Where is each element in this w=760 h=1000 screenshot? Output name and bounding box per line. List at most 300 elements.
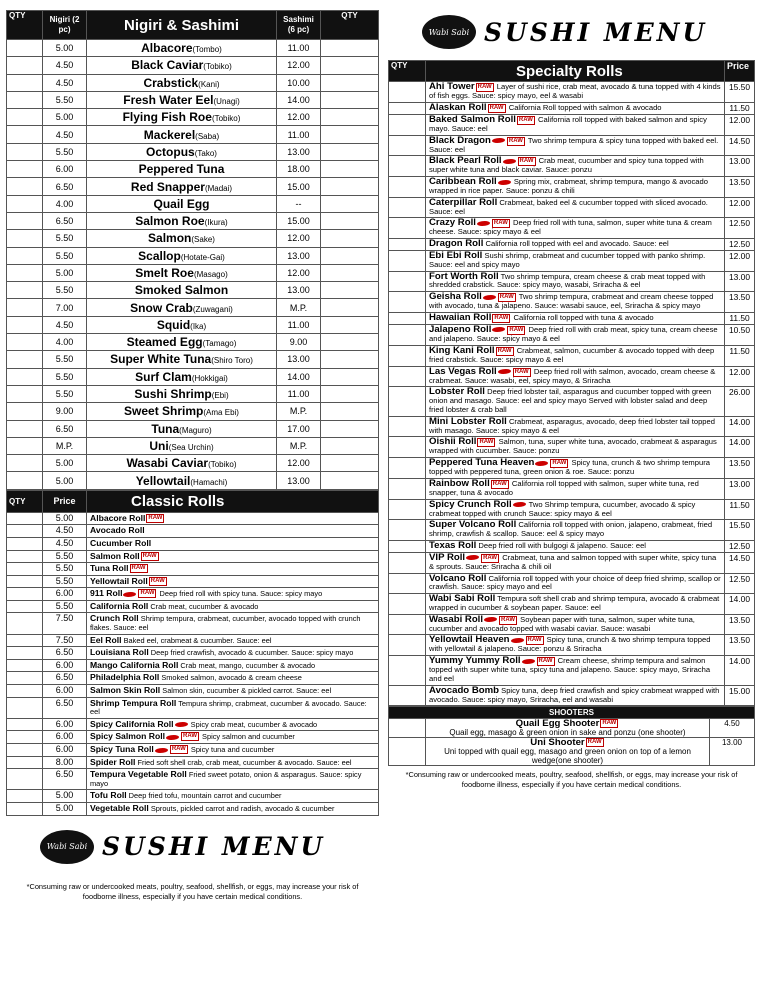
chili-pepper-icon bbox=[466, 555, 479, 560]
classic-roll-row bbox=[7, 512, 379, 525]
classic-roll-name: Tofu Roll bbox=[90, 790, 127, 801]
classic-roll-description: Tempura shrimp, crabmeat, cucumber & avocado. Sauce: eel bbox=[90, 698, 367, 717]
classic-roll-description: Crab meat, cucumber & avocado bbox=[150, 601, 259, 611]
specialty-section-title: Specialty Rolls bbox=[426, 61, 725, 82]
classic-roll-price: 6.50 bbox=[43, 672, 87, 685]
classic-qty-cell[interactable] bbox=[7, 718, 43, 731]
nigiri-item bbox=[87, 40, 277, 57]
classic-qty-cell[interactable] bbox=[7, 672, 43, 685]
specialty-roll-item bbox=[426, 552, 725, 573]
sashimi-qty-cell[interactable] bbox=[321, 299, 379, 316]
raw-badge: RAW bbox=[519, 158, 534, 165]
classic-roll-row bbox=[7, 731, 379, 744]
specialty-roll-row bbox=[389, 499, 755, 520]
classic-qty-cell[interactable] bbox=[7, 563, 43, 576]
specialty-qty-cell[interactable] bbox=[389, 499, 426, 520]
classic-roll-item bbox=[87, 600, 379, 613]
nigiri-qty-cell[interactable] bbox=[7, 334, 43, 351]
nigiri-item-japanese: (Madai) bbox=[204, 183, 233, 193]
nigiri-qty-cell[interactable] bbox=[7, 299, 43, 316]
specialty-qty-cell[interactable] bbox=[389, 635, 426, 656]
chili-pepper-icon bbox=[492, 327, 505, 332]
specialty-qty-cell[interactable] bbox=[389, 239, 426, 251]
specialty-roll-description: Layer of sushi rice, crab meat, avocado & tuna topped with 4 kinds of fish eggs. Sauce: spicy mayo, eel & wasabi bbox=[429, 82, 721, 100]
chili-pepper-icon bbox=[477, 221, 490, 226]
sashimi-qty-cell[interactable] bbox=[321, 316, 379, 333]
specialty-roll-description: Tempura soft shell crab and shrimp tempura, avocado & crabmeat wrapped in cucumber & soybean paper. Sauce: eel bbox=[429, 594, 720, 612]
nigiri-qty-cell[interactable] bbox=[7, 472, 43, 489]
sashimi-qty-cell[interactable] bbox=[321, 247, 379, 264]
specialty-qty-cell[interactable] bbox=[389, 114, 426, 135]
specialty-roll-description: Crabmeat, asparagus, avocado, deep fried lobster tail topped with masago. Sauce: spicy mayo & eel bbox=[429, 416, 715, 435]
sashimi-qty-cell[interactable] bbox=[321, 109, 379, 126]
specialty-qty-cell[interactable] bbox=[389, 478, 426, 499]
specialty-roll-item bbox=[426, 250, 725, 271]
specialty-qty-cell[interactable] bbox=[389, 416, 426, 437]
sashimi-qty-cell[interactable] bbox=[321, 385, 379, 402]
nigiri-qty-cell[interactable] bbox=[7, 195, 43, 212]
classic-qty-cell[interactable] bbox=[7, 575, 43, 588]
nigiri-item bbox=[87, 455, 277, 472]
specialty-roll-row bbox=[389, 635, 755, 656]
nigiri-price: 5.00 bbox=[43, 455, 87, 472]
nigiri-item bbox=[87, 126, 277, 143]
sashimi-qty-cell[interactable] bbox=[321, 143, 379, 160]
classic-roll-name: Avocado Roll bbox=[90, 525, 145, 536]
nigiri-item-japanese: (Saba) bbox=[195, 131, 220, 141]
nigiri-qty-cell[interactable] bbox=[7, 247, 43, 264]
sashimi-qty-cell[interactable] bbox=[321, 40, 379, 57]
nigiri-qty-cell[interactable] bbox=[7, 178, 43, 195]
specialty-roll-price: 12.50 bbox=[725, 540, 755, 552]
classic-roll-name: Spicy Salmon Roll bbox=[90, 731, 165, 742]
nigiri-price: 6.50 bbox=[43, 420, 87, 437]
classic-qty-cell[interactable] bbox=[7, 697, 43, 718]
classic-roll-name: Albacore Roll bbox=[90, 512, 146, 523]
classic-roll-description: Deep fried tofu, mountain carrot and cucumber bbox=[128, 791, 282, 801]
raw-badge: RAW bbox=[148, 514, 163, 521]
specialty-roll-row bbox=[389, 312, 755, 324]
classic-roll-name: Salmon Roll bbox=[90, 550, 140, 561]
raw-badge: RAW bbox=[514, 368, 529, 375]
specialty-roll-description: California roll topped with your choice of deep fried shrimp, scallop or crawfish. Sauce: spicy mayo and eel bbox=[429, 573, 721, 592]
classic-qty-cell[interactable] bbox=[7, 769, 43, 790]
classic-roll-description: Spicy salmon and cucumber bbox=[202, 732, 295, 742]
shooter-qty-cell[interactable] bbox=[389, 738, 426, 766]
nigiri-qty-cell[interactable] bbox=[7, 212, 43, 229]
sashimi-qty-cell[interactable] bbox=[321, 264, 379, 281]
specialty-qty-cell[interactable] bbox=[389, 177, 426, 198]
specialty-qty-cell[interactable] bbox=[389, 387, 426, 416]
nigiri-qty-cell[interactable] bbox=[7, 74, 43, 91]
classic-roll-price: 4.50 bbox=[43, 537, 87, 550]
specialty-roll-item bbox=[426, 499, 725, 520]
specialty-qty-cell[interactable] bbox=[389, 594, 426, 615]
specialty-roll-description: Deep fried roll with tuna, salmon, super white tuna & cream cheese. Sauce: spicy mayo & eel bbox=[429, 218, 712, 237]
nigiri-qty-cell[interactable] bbox=[7, 385, 43, 402]
specialty-qty-cell[interactable] bbox=[389, 218, 426, 239]
classic-roll-item bbox=[87, 756, 379, 769]
nigiri-price: 5.50 bbox=[43, 368, 87, 385]
classic-roll-price: 6.00 bbox=[43, 588, 87, 601]
chili-pepper-icon bbox=[492, 138, 505, 143]
specialty-roll-name: Caribbean Roll bbox=[429, 176, 497, 188]
raw-badge: RAW bbox=[552, 460, 567, 467]
logo-title: SUSHI MENU bbox=[102, 832, 326, 862]
specialty-qty-cell[interactable] bbox=[389, 271, 426, 292]
classic-roll-description: Spicy tuna and cucumber bbox=[190, 745, 275, 754]
nigiri-qty-cell[interactable] bbox=[7, 316, 43, 333]
specialty-qty-cell[interactable] bbox=[389, 552, 426, 573]
classic-roll-name: Tempura Vegetable Roll bbox=[90, 769, 187, 780]
shooter-item bbox=[426, 738, 710, 766]
nigiri-item-name: Sweet Shrimp bbox=[124, 404, 204, 419]
nigiri-qty-cell[interactable] bbox=[7, 57, 43, 74]
classic-qty-cell[interactable] bbox=[7, 613, 43, 634]
specialty-roll-description: California roll topped with eel and avocado. Sauce: eel bbox=[485, 239, 669, 249]
wabi-sabi-logo-icon: Wabi Sabi bbox=[40, 830, 94, 864]
chili-pepper-icon bbox=[498, 369, 511, 374]
sashimi-qty-cell[interactable] bbox=[321, 437, 379, 454]
classic-roll-price: 4.50 bbox=[43, 525, 87, 538]
specialty-roll-row bbox=[389, 239, 755, 251]
shooter-description: Quail egg, masago & green onion in sake and ponzu (one shooter) bbox=[449, 728, 686, 738]
sashimi-qty-header: QTY bbox=[321, 11, 379, 40]
specialty-qty-cell[interactable] bbox=[389, 458, 426, 479]
nigiri-item-name: Yellowtail bbox=[135, 473, 191, 488]
nigiri-item-name: Crabstick bbox=[143, 75, 199, 90]
specialty-qty-cell[interactable] bbox=[389, 102, 426, 114]
classic-roll-row bbox=[7, 575, 379, 588]
nigiri-qty-cell[interactable] bbox=[7, 161, 43, 178]
specialty-roll-item bbox=[426, 573, 725, 594]
specialty-roll-price: 10.50 bbox=[725, 324, 755, 345]
specialty-roll-name: Baked Salmon Roll bbox=[429, 114, 516, 125]
sashimi-price-header: Sashimi (6 pc) bbox=[277, 11, 321, 40]
specialty-roll-price: 14.00 bbox=[725, 416, 755, 437]
specialty-qty-cell[interactable] bbox=[389, 250, 426, 271]
nigiri-item-japanese: (Sake) bbox=[191, 235, 215, 245]
raw-badge: RAW bbox=[492, 480, 507, 487]
sashimi-qty-cell[interactable] bbox=[321, 351, 379, 368]
sashimi-price: 9.00 bbox=[277, 334, 321, 351]
shooter-row bbox=[389, 738, 755, 766]
specialty-roll-item bbox=[426, 197, 725, 218]
shooter-row bbox=[389, 719, 755, 738]
chili-pepper-icon bbox=[123, 592, 136, 597]
sashimi-price: 13.00 bbox=[277, 351, 321, 368]
specialty-qty-cell[interactable] bbox=[389, 82, 426, 103]
shooters-table bbox=[388, 706, 755, 766]
nigiri-item-name: Wasabi Caviar bbox=[126, 456, 209, 471]
specialty-qty-cell[interactable] bbox=[389, 197, 426, 218]
classic-qty-cell[interactable] bbox=[7, 634, 43, 647]
nigiri-qty-cell[interactable] bbox=[7, 126, 43, 143]
sashimi-qty-cell[interactable] bbox=[321, 455, 379, 472]
specialty-qty-cell[interactable] bbox=[389, 573, 426, 594]
sashimi-qty-cell[interactable] bbox=[321, 368, 379, 385]
classic-roll-price: 6.00 bbox=[43, 718, 87, 731]
sashimi-price: 12.00 bbox=[277, 230, 321, 247]
specialty-roll-description: California roll topped with salmon, super white tuna, red snapper, tuna & avocado bbox=[429, 478, 699, 497]
classic-roll-name: Spider Roll bbox=[90, 756, 136, 767]
specialty-qty-cell[interactable] bbox=[389, 156, 426, 177]
classic-roll-item bbox=[87, 718, 379, 731]
classic-qty-cell[interactable] bbox=[7, 659, 43, 672]
nigiri-qty-cell[interactable] bbox=[7, 351, 43, 368]
specialty-roll-price: 14.00 bbox=[725, 437, 755, 458]
nigiri-item-name: Super White Tuna bbox=[110, 352, 212, 367]
nigiri-qty-cell[interactable] bbox=[7, 109, 43, 126]
classic-qty-cell[interactable] bbox=[7, 525, 43, 538]
nigiri-item-name: Tuna bbox=[151, 421, 180, 436]
shooter-name: Quail Egg Shooter bbox=[515, 718, 600, 730]
classic-roll-price: 7.50 bbox=[43, 634, 87, 647]
classic-qty-cell[interactable] bbox=[7, 537, 43, 550]
nigiri-row bbox=[7, 334, 379, 351]
nigiri-row bbox=[7, 126, 379, 143]
specialty-qty-cell[interactable] bbox=[389, 540, 426, 552]
specialty-roll-price: 11.50 bbox=[725, 102, 755, 114]
specialty-roll-price: 12.00 bbox=[725, 366, 755, 387]
nigiri-qty-cell[interactable] bbox=[7, 91, 43, 108]
sashimi-qty-cell[interactable] bbox=[321, 212, 379, 229]
specialty-qty-cell[interactable] bbox=[389, 614, 426, 635]
classic-qty-cell[interactable] bbox=[7, 756, 43, 769]
nigiri-item-name: Squid bbox=[156, 317, 191, 332]
nigiri-row bbox=[7, 109, 379, 126]
classic-roll-name: Spicy California Roll bbox=[90, 718, 174, 729]
classic-roll-price: 5.50 bbox=[43, 550, 87, 563]
nigiri-item-name: Smelt Roe bbox=[135, 266, 194, 280]
sashimi-price: 10.00 bbox=[277, 74, 321, 91]
chili-pepper-icon bbox=[513, 502, 526, 507]
classic-qty-cell[interactable] bbox=[7, 731, 43, 744]
classic-roll-price: 8.00 bbox=[43, 756, 87, 769]
sashimi-qty-cell[interactable] bbox=[321, 282, 379, 299]
specialty-roll-item bbox=[426, 594, 725, 615]
nigiri-qty-cell[interactable] bbox=[7, 455, 43, 472]
nigiri-item-japanese: (Zuwagani) bbox=[192, 304, 233, 314]
nigiri-qty-cell[interactable] bbox=[7, 368, 43, 385]
sashimi-qty-cell[interactable] bbox=[321, 230, 379, 247]
sashimi-qty-cell[interactable] bbox=[321, 178, 379, 195]
top-logo bbox=[422, 10, 755, 54]
classic-roll-row bbox=[7, 550, 379, 563]
nigiri-qty-header: QTY bbox=[7, 11, 43, 40]
sashimi-qty-cell[interactable] bbox=[321, 420, 379, 437]
nigiri-qty-cell[interactable] bbox=[7, 420, 43, 437]
nigiri-item bbox=[87, 178, 277, 195]
specialty-roll-price: 13.50 bbox=[725, 292, 755, 313]
sashimi-qty-cell[interactable] bbox=[321, 472, 379, 489]
classic-roll-price: 5.50 bbox=[43, 563, 87, 576]
nigiri-row bbox=[7, 385, 379, 402]
nigiri-sashimi-table bbox=[6, 10, 379, 490]
classic-qty-cell[interactable] bbox=[7, 600, 43, 613]
sashimi-qty-cell[interactable] bbox=[321, 126, 379, 143]
classic-qty-header: QTY bbox=[7, 490, 43, 512]
classic-roll-row bbox=[7, 744, 379, 757]
nigiri-item bbox=[87, 351, 277, 368]
nigiri-price: 4.50 bbox=[43, 316, 87, 333]
raw-badge: RAW bbox=[538, 658, 553, 665]
specialty-roll-row bbox=[389, 573, 755, 594]
classic-roll-row bbox=[7, 600, 379, 613]
nigiri-price: 7.00 bbox=[43, 299, 87, 316]
sashimi-qty-cell[interactable] bbox=[321, 57, 379, 74]
classic-qty-cell[interactable] bbox=[7, 647, 43, 660]
classic-roll-row bbox=[7, 756, 379, 769]
nigiri-price: 5.50 bbox=[43, 91, 87, 108]
specialty-roll-row bbox=[389, 685, 755, 706]
specialty-roll-row bbox=[389, 177, 755, 198]
sashimi-price: 12.00 bbox=[277, 57, 321, 74]
nigiri-row bbox=[7, 57, 379, 74]
nigiri-item bbox=[87, 143, 277, 160]
specialty-roll-item bbox=[426, 437, 725, 458]
specialty-qty-cell[interactable] bbox=[389, 135, 426, 156]
classic-roll-item bbox=[87, 731, 379, 744]
specialty-qty-cell[interactable] bbox=[389, 520, 426, 541]
specialty-qty-cell[interactable] bbox=[389, 324, 426, 345]
nigiri-qty-cell[interactable] bbox=[7, 403, 43, 420]
specialty-qty-cell[interactable] bbox=[389, 292, 426, 313]
specialty-qty-cell[interactable] bbox=[389, 366, 426, 387]
specialty-roll-price: 13.50 bbox=[725, 614, 755, 635]
nigiri-item bbox=[87, 420, 277, 437]
classic-roll-price: 7.50 bbox=[43, 613, 87, 634]
specialty-roll-row bbox=[389, 416, 755, 437]
specialty-roll-name: Black Dragon bbox=[429, 135, 491, 146]
specialty-roll-name: Super Volcano Roll bbox=[429, 519, 517, 531]
nigiri-item-name: Red Snapper bbox=[130, 179, 205, 194]
nigiri-item-name: Salmon Roe bbox=[135, 214, 205, 229]
specialty-roll-price: 12.50 bbox=[725, 218, 755, 239]
nigiri-price: 4.50 bbox=[43, 57, 87, 74]
specialty-qty-cell[interactable] bbox=[389, 345, 426, 366]
classic-qty-cell[interactable] bbox=[7, 802, 43, 815]
nigiri-qty-cell[interactable] bbox=[7, 40, 43, 57]
classic-roll-row bbox=[7, 613, 379, 634]
classic-roll-price: 5.00 bbox=[43, 512, 87, 525]
classic-qty-cell[interactable] bbox=[7, 790, 43, 803]
sashimi-price: 11.00 bbox=[277, 316, 321, 333]
nigiri-item-japanese: (Hokkigai) bbox=[191, 373, 228, 383]
classic-roll-item bbox=[87, 512, 379, 525]
classic-roll-description: Fried sweet potato, onion & asparagus. Sauce: spicy mayo bbox=[90, 770, 362, 788]
raw-badge: RAW bbox=[508, 137, 523, 144]
nigiri-item-japanese: (Shiro Toro) bbox=[211, 356, 253, 366]
nigiri-item-japanese: (Ama Ebi) bbox=[203, 408, 239, 418]
nigiri-item-japanese: (Tobiko) bbox=[208, 460, 237, 470]
nigiri-item-name: Snow Crab bbox=[130, 300, 193, 315]
nigiri-item-name: Black Caviar bbox=[131, 58, 204, 73]
nigiri-item bbox=[87, 195, 277, 212]
specialty-roll-price: 15.50 bbox=[725, 520, 755, 541]
sashimi-qty-cell[interactable] bbox=[321, 74, 379, 91]
specialty-roll-description: California roll topped with onion, jalapeno, crabmeat, fried shrimp, crawfish & scallop. Sauce: eel & spicy mayo bbox=[429, 520, 713, 539]
nigiri-item bbox=[87, 334, 277, 351]
nigiri-row bbox=[7, 282, 379, 299]
sashimi-price: M.P. bbox=[277, 403, 321, 420]
sashimi-qty-cell[interactable] bbox=[321, 195, 379, 212]
specialty-qty-cell[interactable] bbox=[389, 685, 426, 706]
specialty-roll-row bbox=[389, 271, 755, 292]
specialty-roll-item bbox=[426, 239, 725, 251]
specialty-roll-item bbox=[426, 345, 725, 366]
nigiri-item-japanese: (Maguro) bbox=[179, 425, 212, 435]
classic-roll-description: Deep fried roll with spicy tuna. Sauce: spicy mayo bbox=[159, 589, 323, 599]
raw-badge: RAW bbox=[182, 733, 197, 740]
classic-roll-name: Philadelphia Roll bbox=[90, 672, 160, 683]
nigiri-item-name: Quail Egg bbox=[153, 196, 210, 211]
specialty-roll-name: Black Pearl Roll bbox=[429, 155, 502, 167]
nigiri-item bbox=[87, 368, 277, 385]
specialty-roll-description: Deep fried roll with crab meat, spicy tuna, cream cheese and jalapeno. Sauce: spicy mayo & eel bbox=[429, 324, 718, 343]
classic-qty-cell[interactable] bbox=[7, 744, 43, 757]
specialty-roll-row bbox=[389, 594, 755, 615]
specialty-roll-row bbox=[389, 135, 755, 156]
nigiri-qty-cell[interactable] bbox=[7, 264, 43, 281]
specialty-roll-item bbox=[426, 478, 725, 499]
nigiri-item-name: Surf Clam bbox=[135, 369, 192, 384]
sashimi-qty-cell[interactable] bbox=[321, 161, 379, 178]
raw-badge: RAW bbox=[140, 590, 155, 597]
specialty-roll-price: 12.50 bbox=[725, 573, 755, 594]
sashimi-qty-cell[interactable] bbox=[321, 334, 379, 351]
classic-qty-cell[interactable] bbox=[7, 685, 43, 698]
specialty-roll-description: Crabmeat, tuna and salmon topped with super white, spicy tuna & sprouts. Sauce: Sriracha & chili oil bbox=[429, 552, 717, 571]
nigiri-price: 5.50 bbox=[43, 385, 87, 402]
raw-badge: RAW bbox=[518, 116, 533, 123]
specialty-qty-cell[interactable] bbox=[389, 656, 426, 686]
specialty-roll-description: Spicy tuna, crunch & two shrimp tempura topped with yellowtail & jalapeno. Sauce: ponzu & Sriracha bbox=[429, 635, 711, 654]
specialty-roll-name: Alaskan Roll bbox=[429, 102, 487, 113]
nigiri-row bbox=[7, 74, 379, 91]
sashimi-qty-cell[interactable] bbox=[321, 91, 379, 108]
classic-qty-cell[interactable] bbox=[7, 588, 43, 601]
classic-roll-name: Salmon Skin Roll bbox=[90, 685, 161, 696]
nigiri-item-japanese: (Hotate-Gai) bbox=[180, 252, 225, 262]
shooter-qty-cell[interactable] bbox=[389, 719, 426, 738]
nigiri-price: 5.00 bbox=[43, 40, 87, 57]
chili-pepper-icon bbox=[535, 461, 548, 466]
specialty-roll-row bbox=[389, 82, 755, 103]
nigiri-qty-cell[interactable] bbox=[7, 437, 43, 454]
nigiri-qty-cell[interactable] bbox=[7, 230, 43, 247]
specialty-roll-name: Spicy Crunch Roll bbox=[429, 499, 512, 510]
classic-price-header: Price bbox=[43, 490, 87, 512]
nigiri-qty-cell[interactable] bbox=[7, 143, 43, 160]
nigiri-price: 9.00 bbox=[43, 403, 87, 420]
classic-qty-cell[interactable] bbox=[7, 550, 43, 563]
shooter-price: 4.50 bbox=[709, 719, 754, 738]
chili-pepper-icon bbox=[175, 722, 188, 727]
classic-roll-price: 5.50 bbox=[43, 600, 87, 613]
nigiri-qty-cell[interactable] bbox=[7, 282, 43, 299]
sashimi-qty-cell[interactable] bbox=[321, 403, 379, 420]
specialty-roll-description: Two shrimp tempura & spicy tuna topped with baked eel. Sauce: eel bbox=[429, 135, 719, 154]
specialty-roll-item bbox=[426, 102, 725, 114]
specialty-roll-description: California roll topped with tuna & avocado bbox=[513, 312, 654, 322]
classic-qty-cell[interactable] bbox=[7, 512, 43, 525]
specialty-roll-item bbox=[426, 156, 725, 177]
specialty-qty-cell[interactable] bbox=[389, 437, 426, 458]
specialty-qty-cell[interactable] bbox=[389, 312, 426, 324]
classic-roll-name: Cucumber Roll bbox=[90, 537, 152, 548]
nigiri-item-name: Albacore bbox=[141, 41, 193, 56]
